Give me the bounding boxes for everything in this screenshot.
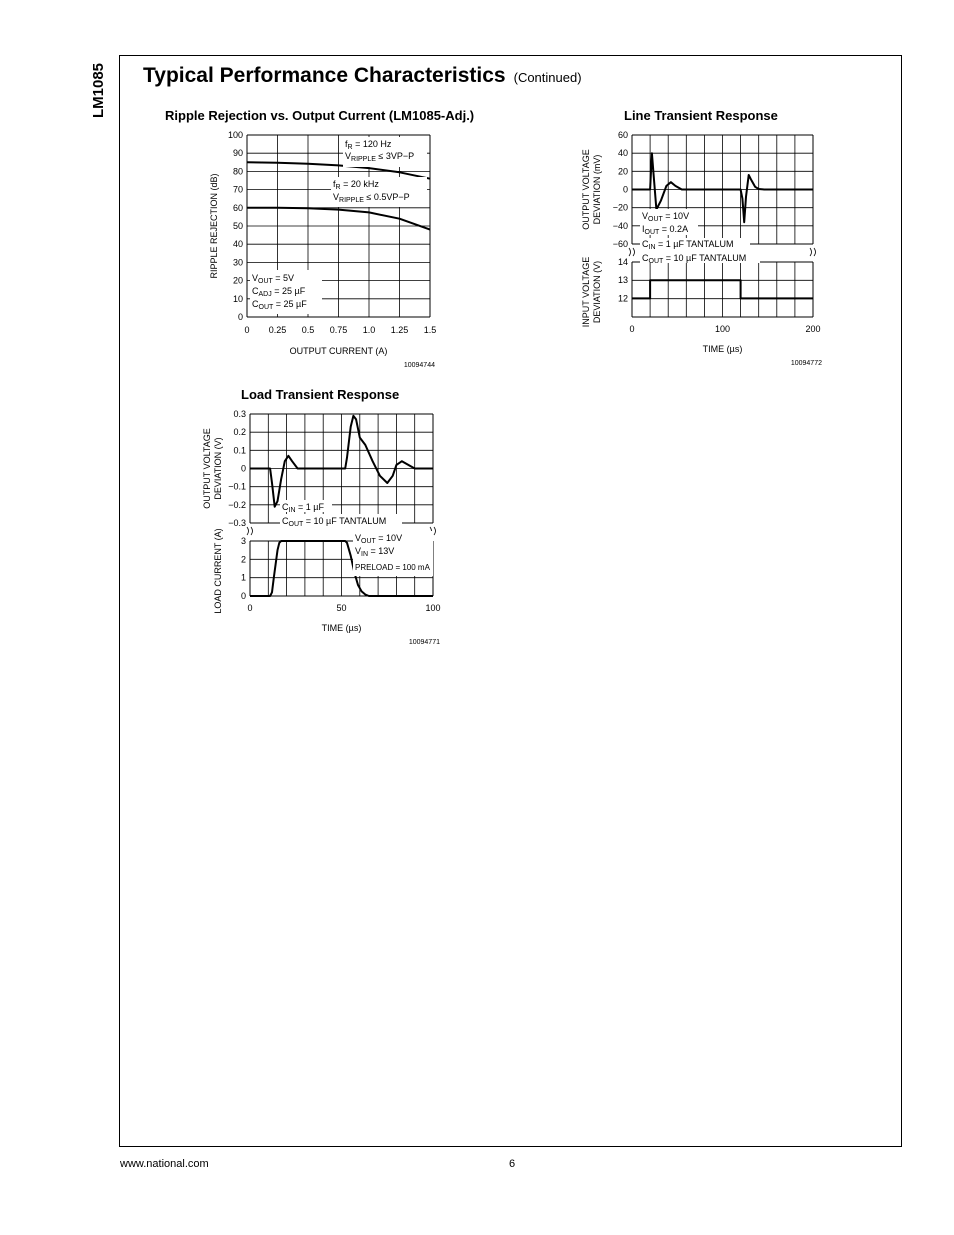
- ripple-xtick-label: 0: [244, 325, 250, 335]
- ripple-xtick-label: 1.0: [362, 325, 376, 335]
- load-annotation-cin: $C_{IN} = 1$ µF: [282, 502, 324, 514]
- line-ytick-bottom-label: 14: [617, 257, 628, 267]
- load-ytick-top-label: 0.1: [233, 445, 246, 456]
- part-number-side-label: LM1085: [90, 62, 107, 118]
- load-figure-id: 10094771: [408, 639, 440, 646]
- line-ytick-top-label: −40: [612, 220, 628, 231]
- ripple-annotation-cout: $C_{OUT} = 25$ µF: [252, 299, 307, 311]
- ripple-ytick-label: 10: [232, 293, 243, 304]
- ripple-xtick-label: 0.25: [268, 325, 287, 335]
- line-figure-id: 10094772: [790, 360, 822, 367]
- ripple-xtick-label: 1.25: [390, 325, 409, 335]
- line-ytick-top-label: 20: [617, 166, 628, 177]
- ripple-ytick-label: 70: [232, 184, 243, 195]
- line-ytick-bottom-label: 13: [617, 275, 628, 286]
- page-title-text: Typical Performance Characteristics: [143, 64, 506, 87]
- load-xtick-label: 50: [336, 603, 347, 613]
- load-ytick-bottom-label: 2: [240, 554, 246, 565]
- load-ytick-top-label: −0.3: [228, 518, 246, 528]
- ripple-ytick-label: 60: [232, 202, 243, 213]
- load-xlabel: TIME (µs): [321, 623, 362, 633]
- load-transient-chart: [200, 404, 450, 654]
- load-annotation-cout: $C_{OUT} = 10$ µF TANTALUM: [282, 516, 387, 528]
- ripple-xlabel: OUTPUT CURRENT (A): [289, 346, 388, 356]
- ripple-annotation-freq-20k: $f_R = 20$ kHz: [333, 179, 379, 191]
- load-ytick-top-label: 0.2: [233, 427, 246, 438]
- line-annotation-vout: $V_{OUT} = 10V$: [642, 211, 690, 223]
- line-ytick-bottom-label: 12: [617, 293, 628, 304]
- line-xtick-label: 100: [714, 324, 731, 334]
- ripple-ytick-label: 30: [232, 257, 243, 268]
- ripple-ytick-label: 40: [232, 239, 243, 250]
- ripple-xtick-label: 1.5: [423, 325, 437, 335]
- line-annotation-iout: $I_{OUT} = 0.2A$: [642, 224, 689, 236]
- line-ytick-top-label: −60: [612, 239, 628, 249]
- load-annotation-vout: $V_{OUT} = 10V$: [355, 533, 403, 545]
- ripple-rejection-chart: [200, 125, 450, 375]
- ripple-ytick-label: 20: [232, 275, 243, 286]
- load-transient-chart-title: Load Transient Response: [241, 387, 400, 402]
- line-ytick-top-label: 40: [617, 148, 628, 159]
- line-annotation-cin: $C_{IN} = 1$ µF TANTALUM: [642, 239, 734, 251]
- line-xlabel: TIME (µs): [702, 344, 743, 354]
- load-annotation-vin: $V_{IN} = 13V$: [355, 546, 395, 558]
- line-ytick-top-label: 60: [617, 130, 628, 140]
- ripple-ytick-label: 0: [237, 312, 243, 322]
- load-ylabel-bottom: LOAD CURRENT (A): [213, 528, 223, 614]
- line-ylabel-bottom: INPUT VOLTAGE: [581, 256, 591, 328]
- load-ylabel-top: OUTPUT VOLTAGE: [202, 428, 212, 509]
- ripple-figure-id: 10094744: [403, 362, 435, 369]
- load-xtick-label: 0: [247, 603, 253, 613]
- ripple-annotation-freq-120: $f_R = 120$ Hz: [345, 139, 392, 151]
- page-title-suffix: (Continued): [513, 70, 582, 85]
- line-annotation-cout: $C_{OUT} = 10$ µF TANTALUM: [642, 253, 747, 265]
- load-ytick-bottom-label: 0: [240, 591, 246, 601]
- line-xtick-label: 200: [805, 324, 821, 334]
- footer-page-number: 6: [509, 1158, 516, 1170]
- ripple-ytick-label: 100: [227, 130, 243, 140]
- load-ytick-bottom-label: 1: [240, 572, 246, 583]
- ripple-xtick-label: 0.75: [329, 325, 348, 335]
- line-ytick-top-label: −20: [612, 202, 628, 213]
- line-xtick-label: 0: [629, 324, 635, 334]
- load-ytick-bottom-label: 3: [240, 536, 246, 546]
- load-annotation-preload: PRELOAD = 100 mA: [355, 563, 430, 572]
- load-ytick-top-label: −0.1: [228, 481, 246, 492]
- ripple-annotation-vout: $V_{OUT} = 5V$: [252, 273, 295, 285]
- ripple-xtick-label: 0.5: [301, 325, 315, 335]
- ripple-chart-title: Ripple Rejection vs. Output Current (LM1085-Adj.): [165, 108, 475, 123]
- line-transient-chart: [575, 125, 835, 375]
- load-ylabel-top: DEVIATION (V): [213, 437, 223, 500]
- footer-website: www.national.com: [120, 1158, 209, 1170]
- ripple-annotation-cadj: $C_{ADJ} = 25$ µF: [252, 286, 306, 298]
- ripple-ytick-label: 50: [232, 221, 243, 231]
- line-transient-chart-title: Line Transient Response: [624, 108, 778, 123]
- load-ytick-top-label: 0.3: [233, 409, 246, 419]
- page-title: [143, 64, 582, 88]
- ripple-ylabel: RIPPLE REJECTION (dB): [209, 173, 219, 279]
- ripple-ytick-label: 90: [232, 148, 243, 159]
- load-ytick-top-label: −0.2: [228, 499, 246, 510]
- line-ylabel-top: OUTPUT VOLTAGE: [581, 149, 591, 230]
- line-ylabel-bottom: DEVIATION (V): [592, 260, 602, 324]
- ripple-ytick-label: 80: [232, 166, 243, 177]
- load-ytick-top-label: 0: [240, 463, 246, 474]
- line-ytick-top-label: 0: [622, 184, 628, 195]
- ripple-annotation-vripple-05: $V_{RIPPLE} \le 0.5VP-P$: [333, 192, 410, 204]
- line-ylabel-top: DEVIATION (mV): [592, 154, 602, 225]
- ripple-annotation-vripple-3: $V_{RIPPLE} \le 3VP-P$: [345, 151, 415, 163]
- load-xtick-label: 100: [425, 603, 441, 613]
